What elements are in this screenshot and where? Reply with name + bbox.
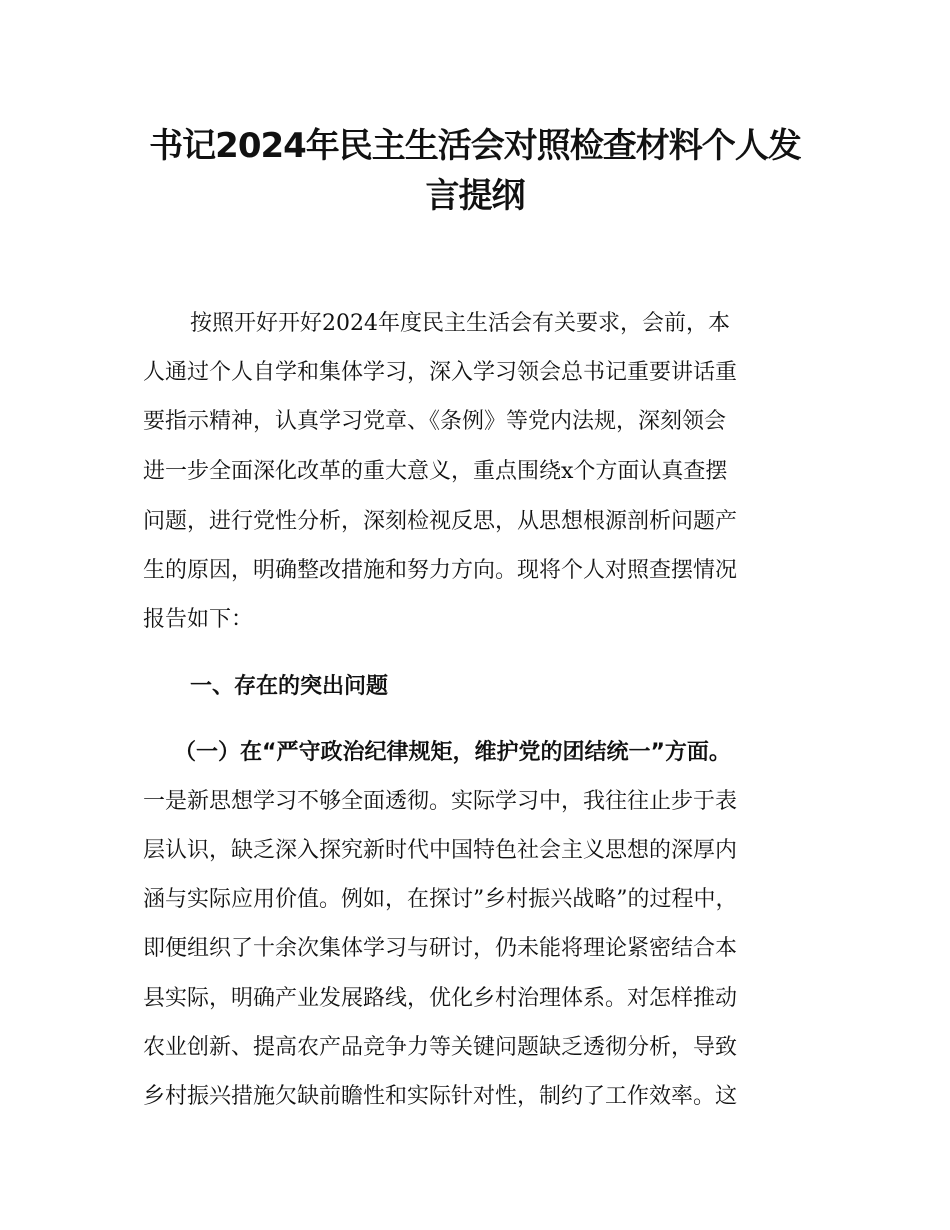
body-line: 农业创新、提高农产品竞争力等关键问题缺乏透彻分析，导致	[143, 1035, 738, 1060]
intro-line: 报告如下：	[143, 607, 254, 632]
intro-line: 进一步全面深化改革的重大意义，重点围绕x个方面认真查摆	[143, 459, 728, 484]
body-line: 涵与实际应用价值。例如，在探讨”乡村振兴战略”的过程中，	[143, 887, 738, 912]
body-line: 乡村振兴措施欠缺前瞻性和实际针对性，制约了工作效率。这	[143, 1084, 738, 1109]
intro-line: 问题，进行党性分析，深刻检视反思，从思想根源剖析问题产	[143, 509, 738, 534]
intro-line: 生的原因，明确整改措施和努力方向。现将个人对照查摆情况	[143, 558, 738, 583]
intro-line: 按照开好开好2024年度民主生活会有关要求，会前，本	[190, 311, 730, 336]
document-title-line-2: 言提纲	[425, 176, 525, 216]
body-line: 层认识，缺乏深入探究新时代中国特色社会主义思想的深厚内	[143, 838, 738, 863]
section-heading: 一、存在的突出问题	[190, 674, 389, 699]
intro-line: 人通过个人自学和集体学习，深入学习领会总书记重要讲话重	[143, 360, 738, 385]
body-line: 即便组织了十余次集体学习与研讨，仍未能将理论紧密结合本	[143, 936, 738, 961]
intro-line: 要指示精神，认真学习党章、《条例》等党内法规，深刻领会	[143, 409, 727, 434]
body-line: 县实际，明确产业发展路线，优化乡村治理体系。对怎样推动	[143, 986, 738, 1011]
subsection-heading: （一）在“严守政治纪律规矩，维护党的团结统一”方面。	[174, 740, 731, 765]
document-title-line-1: 书记2024年民主生活会对照检查材料个人发	[149, 126, 801, 166]
body-line: 一是新思想学习不够全面透彻。实际学习中，我往往止步于表	[143, 789, 738, 814]
